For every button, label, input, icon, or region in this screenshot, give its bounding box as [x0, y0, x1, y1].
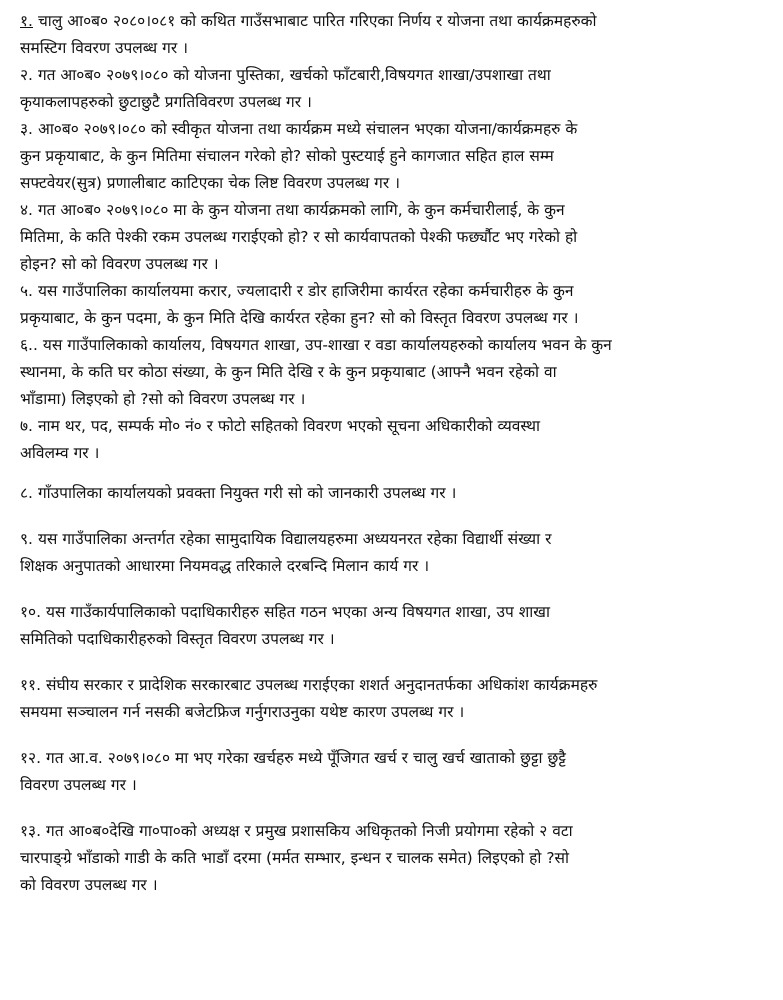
- item-text: यस गाउँपालिका कार्यालयमा करार, ज्यलादारी र डोर हाजिरीमा कार्यरत रहेका कर्मचारीहरु के कुन: [37, 282, 574, 300]
- list-item-12: [20, 745, 772, 799]
- list-item-3: [20, 116, 772, 197]
- item-text: यस गाउँकार्यपालिकाको पदाधिकारीहरु सहित गठन भएका अन्य विषयगत शाखा, उप शाखा: [46, 603, 550, 621]
- item-text: गत आ०ब०देखि गा०पा०को अध्यक्ष र प्रमुख प्रशासकिय अधिकृतको निजी प्रयोगमा रहेको २ वटा: [46, 822, 573, 840]
- item-text: गत आ०ब० २०७९।०८० को योजना पुस्तिका, खर्चको फाँटबारी,विषयगत शाखा/उपशाखा तथा: [37, 66, 551, 84]
- item-text: मितिमा, के कति पेश्की रकम उपलब्ध गराईएको हो? र सो कार्यवापतको पेश्की फर्छ्यौट भए गरेको हो: [20, 228, 578, 246]
- item-text: चारपाङ्ग्रे भाँडाको गाडी के कति भाडाँ दरमा (मर्मत सम्भार, इन्धन र चालक समेत) लिइएको हो ?सो: [20, 849, 570, 867]
- item-text: गाँउपालिका कार्यालयको प्रवक्ता नियुक्त गरी सो को जानकारी उपलब्ध गर ।: [37, 484, 457, 502]
- item-number: २.: [20, 66, 33, 84]
- item-text: भाँडामा) लिइएको हो ?सो को विवरण उपलब्ध गर ।: [20, 390, 306, 408]
- item-text: संघीय सरकार र प्रादेशिक सरकारबाट उपलब्ध गराईएका शशर्त अनुदानतर्फका अधिकांश कार्यक्रमहरु: [46, 676, 598, 694]
- item-text: समयमा सञ्चालन गर्न नसकी बजेटफ्रिज गर्नुगराउनुका यथेष्ट कारण उपलब्ध गर ।: [20, 703, 465, 721]
- list-item-4: [20, 197, 772, 278]
- list-item-8: [20, 480, 772, 507]
- list-item-9: [20, 526, 772, 580]
- item-number: १०.: [20, 603, 42, 621]
- item-text: प्रकृयाबाट, के कुन पदमा, के कुन मिति देखि कार्यरत रहेका हुन? सो को विस्तृत विवरण उपलब्ध गर ।: [20, 309, 579, 327]
- item-text: यस गाउँपालिकाको कार्यालय, विषयगत शाखा, उप-शाखा र वडा कार्यालयहरुको कार्यालय भवन के कुन: [42, 336, 612, 354]
- item-text: शिक्षक अनुपातको आधारमा नियमवद्ध तरिकाले दरबन्दि मिलान कार्य गर ।: [20, 557, 430, 575]
- item-number: ६..: [20, 336, 38, 354]
- list-item-10: [20, 599, 772, 653]
- item-number: ८.: [20, 484, 33, 502]
- item-number: १३.: [20, 822, 42, 840]
- item-text: को विवरण उपलब्ध गर ।: [20, 876, 158, 894]
- item-number: १.: [20, 12, 33, 30]
- item-text: यस गाउँपालिका अन्तर्गत रहेका सामुदायिक विद्यालयहरुमा अध्ययनरत रहेका विद्यार्थी संख्या र: [37, 530, 552, 548]
- item-text: समस्टिग विवरण उपलब्ध गर ।: [20, 39, 188, 57]
- item-number: ३.: [20, 120, 33, 138]
- list-item-11: [20, 672, 772, 726]
- list-item-2: [20, 62, 772, 116]
- item-text: स्थानमा, के कति घर कोठा संख्या, के कुन मिति देखि र के कुन प्रकृयाबाट (आफ्नै भवन रहेको वा: [20, 363, 557, 381]
- list-item-1: [20, 8, 772, 62]
- item-text: चालु आ०ब० २०८०।०८१ को कथित गाउँसभाबाट पारित गरिएका निर्णय र योजना तथा कार्यक्रमहरुको: [37, 12, 597, 30]
- item-number: ९.: [20, 530, 33, 548]
- item-text: कुन प्रकृयाबाट, के कुन मितिमा संचालन गरेको हो? सोको पुस्टयाई हुने कागजात सहित हाल सम्म: [20, 147, 554, 165]
- item-text: सफ्टवेयर(सुत्र) प्रणालीबाट काटिएका चेक लिष्ट विवरण उपलब्ध गर ।: [20, 174, 401, 192]
- item-number: ४.: [20, 201, 33, 219]
- item-text: आ०ब० २०७९।०८० को स्वीकृत योजना तथा कार्यक्रम मध्ये संचालन भएका योजना/कार्यक्रमहरु के: [37, 120, 578, 138]
- document-page: [20, 8, 772, 899]
- list-item-7: [20, 413, 772, 467]
- item-text: गत आ०ब० २०७९।०८० मा के कुन योजना तथा कार्यक्रमको लागि, के कुन कर्मचारीलाई, के कुन: [37, 201, 565, 219]
- list-item-13: [20, 818, 772, 899]
- item-number: १२.: [20, 749, 42, 767]
- item-number: ७.: [20, 417, 33, 435]
- list-item-6: [20, 332, 772, 413]
- item-text: नाम थर, पद, सम्पर्क मो० नं० र फोटो सहितको विवरण भएको सूचना अधिकारीको व्यवस्था: [37, 417, 541, 435]
- item-text: गत आ.व. २०७९।०८० मा भए गरेका खर्चहरु मध्ये पूँजिगत खर्च र चालु खर्च खाताको छुट्टा छुट्टै: [46, 749, 566, 767]
- item-number: ११.: [20, 676, 42, 694]
- item-text: अविलम्व गर ।: [20, 444, 100, 462]
- item-text: कृयाकलापहरुको छुटाछुटै प्रगतिविवरण उपलब्ध गर ।: [20, 93, 312, 111]
- item-text: होइन? सो को विवरण उपलब्ध गर ।: [20, 255, 219, 273]
- item-text: समितिको पदाधिकारीहरुको विस्तृत विवरण उपलब्ध गर ।: [20, 630, 335, 648]
- list-item-5: [20, 278, 772, 332]
- item-text: विवरण उपलब्ध गर ।: [20, 776, 137, 794]
- item-number: ५.: [20, 282, 33, 300]
